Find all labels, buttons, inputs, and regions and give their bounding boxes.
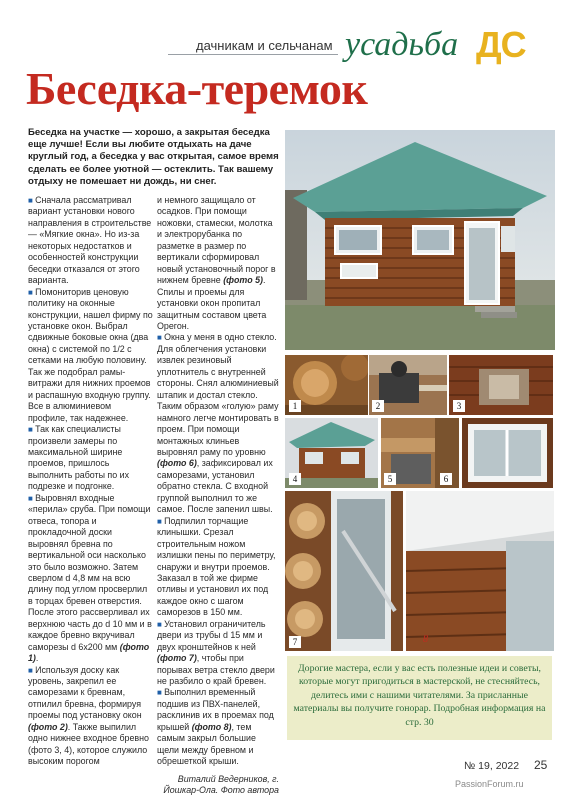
article-lead: Беседка на участке — хорошо, а закрытая беседка еще лучше! Если вы любите отдыхать на даче круглый год, а беседка у вас открытая, самое время сделать ее более уютной — остеклить. Так вашему отдыху не помешает ни дождь, ни снег. [28,127,279,187]
photo-reference: (фото 2) [28,721,68,732]
article-column-2 [157,195,279,797]
header-divider [168,54,338,55]
author-signature: Виталий Ведерников, г. Йошкар-Ола. Фото автора [163,773,279,796]
bullet-icon: ■ [157,688,165,698]
paragraph: ■ Окна у меня в одно стекло. Для облегчения установки извлек резиновый уплотнитель с внутренней стороны. Снял алюминиевый штапик и достал стекло. Таким образом «голую» раму намного легче монтировать в проем. При помощи монтажных клиньев выровнял раму по уровню (фото 6), зафиксировал их саморезами, установил обратно стекла. С входной группой выполнил то же самое. После запенил швы. [157,332,279,515]
photo-2-label: 2 [372,400,384,412]
bullet-icon: ■ [28,493,36,503]
photo-reference: (фото 1) [28,641,150,664]
paragraph: и немного защищало от осадков. При помощи ножовки, стамески, молотка и электрорубанка по разметке в размер по вертикали сформировал новый установочный порог в нижнем бревне (фото 5). Спилы и проемы для установки окон пропитал защитным составом цвета Орегон. [157,195,276,331]
promo-text: Дорогие мастера, если у вас есть полезные идеи и советы, которые могут пригодиться в мастерской, не стесняйтесь, делитесь ими с нашими читателями. За присланные материалы вы получите гонорар. Подробная информация на стр. 30 [293,663,546,728]
photo-6 [462,418,553,488]
article-title: Беседка-теремок [26,63,368,114]
photo-7 [285,491,403,651]
article-column-1 [28,195,153,768]
photo-5-label: 5 [384,473,396,485]
photo-reference: (фото 7) [157,653,197,664]
page-number: 25 [534,758,548,772]
bullet-icon: ■ [28,287,36,297]
photo-6-label: 6 [440,473,452,485]
bullet-icon: ■ [157,333,165,343]
bullet-icon: ■ [28,425,36,435]
paragraph: ■ Так как специалисты произвели замеры по максимальной ширине проемов, пришлось выполнить работы по их подрезке и подгонке. [28,424,130,492]
photo-reference: (фото 5) [223,275,263,286]
photo-reference: (фото 8) [191,721,232,732]
photo-8-label: 8 [423,634,428,645]
bullet-icon: ■ [157,516,165,526]
magazine-brand: усадьба [345,26,459,63]
paragraph: ■ Подпилил торчащие клинышки. Срезал строительным ножом излишки пены по периметру, снаружи и внутри проемов. Заказал в той же фирме отливы и установил их под каждое окно с шагом саморезов в 150 мм. [157,515,276,618]
magazine-brand-suffix: ДС [476,24,526,65]
photo-4-label: 4 [289,473,301,485]
section-label: дачникам и сельчанам [196,38,333,53]
bullet-icon: ■ [157,619,165,629]
issue-number: № 19, 2022 [464,760,520,772]
watermark: PassionForum.ru [455,779,524,789]
paragraph: ■ Сначала рассматривал вариант установки нового направления в строительстве — «Мягкие окна». Но из-за некоторых недостатков и особенностей конструкции беседки отказался от этого варианта. [28,195,152,286]
bullet-icon: ■ [28,196,36,205]
paragraph: ■ Помониторив ценовую политику на оконные конструкции, нашел фирму по установке окон. Выбрал сдвижные боковые окна (два окна) с системой по 1/2 с сетками на любую половину. Так же подобрал рамы-витражи для нижних проемов и распашную входную группу. Все в алюминиевом профиле, так надежнее. [28,286,153,423]
photo-1-label: 1 [289,400,301,412]
paragraph: ■ Выполнил временный подшив из ПВХ-панелей, расклинив их в проемах под крышей (фото 8), тем самым закрыл большие щели между бревном и обрешеткой крыши. [157,687,274,767]
bullet-icon: ■ [28,665,36,675]
paragraph: ■ Используя доску как уровень, закрепил ее саморезами к бревнам, отпилил бревна, формируя проемы под установку окон (фото 2). Также выпилил одно нижнее входное бревно (фото 3, 4), которое служило высоким порогом [28,664,149,767]
photo-8 [406,491,554,651]
paragraph: ■ Установил ограничитель двери из трубы d 15 мм и двух кронштейнов к ней (фото 7), чтобы при порывах ветра стекло двери не разбило о край бревен. [157,618,275,687]
paragraph: ■ Выровнял входные «перила» сруба. При помощи отвеса, топора и прокладочной доски выровнял бревна по вертикальной оси насколько это было возможно. Затем сверлом d 4,8 мм на всю длину под углом просверлил в торцах бревен отверстия. После этого рассверливал их верхнюю часть до d 10 мм и в каждое бревно вкручивал саморезы d 6х200 мм (фото 1). [28,492,152,664]
promo-box [287,656,552,740]
main-photo-gazebo [285,130,555,350]
photo-reference: (фото 6) [157,458,197,469]
photo-3-label: 3 [453,400,465,412]
photo-7-label: 7 [289,636,301,648]
